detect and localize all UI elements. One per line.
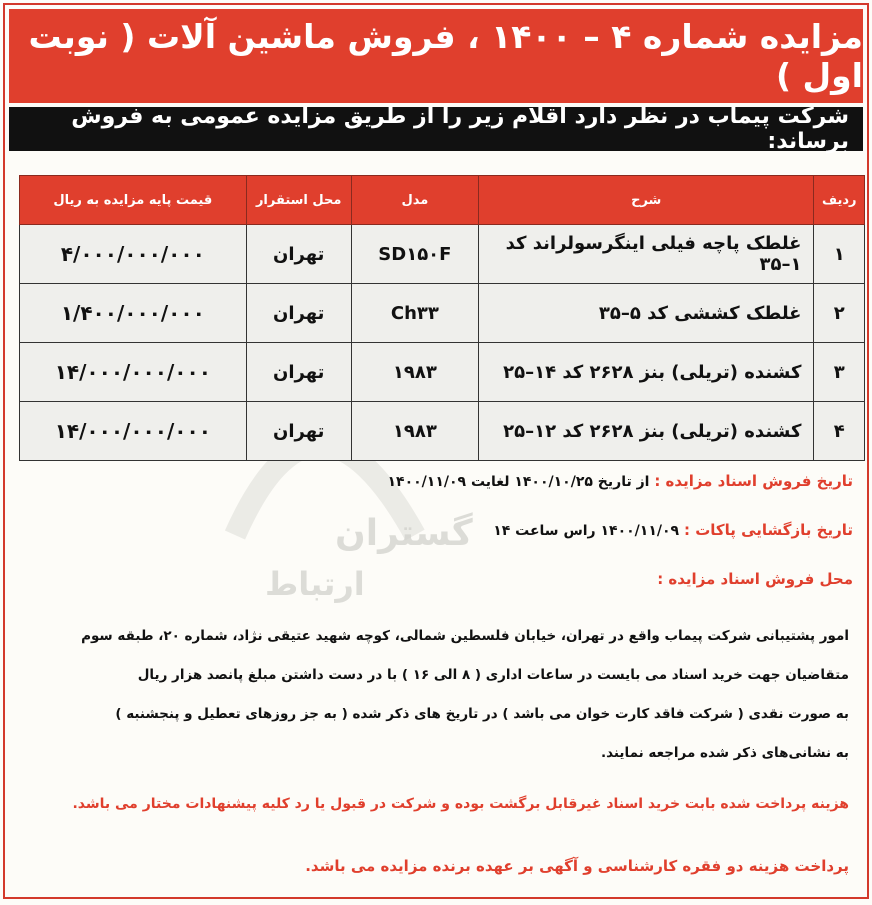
watermark-text-2: ارتباط	[265, 565, 365, 603]
cell-location: تهران	[246, 343, 351, 402]
location-line	[25, 570, 853, 588]
cell-description: کشنده (تریلی) بنز ۲۶۲۸ کد ۱۲–۲۵	[478, 402, 814, 461]
cell-index: ۲	[814, 284, 865, 343]
paragraph-line: به نشانی‌های ذکر شده مراجعه نمایند.	[601, 745, 849, 761]
cell-description: کشنده (تریلی) بنز ۲۶۲۸ کد ۱۴–۲۵	[478, 343, 814, 402]
cell-location: تهران	[246, 284, 351, 343]
subtitle-banner: شرکت پیماب در نظر دارد اقلام زیر را از طریق مزایده عمومی به فروش برساند:	[9, 107, 863, 151]
page-title: مزایده شماره ۴ – ۱۴۰۰ ، فروش ماشین آلات ( نوبت اول )	[9, 9, 863, 103]
opening-date-value: ۱۴۰۰/۱۱/۰۹ راس ساعت ۱۴	[493, 523, 680, 539]
location-label: محل فروش اسناد مزایده :	[657, 570, 853, 588]
cell-price: ۴/۰۰۰/۰۰۰/۰۰۰	[20, 225, 247, 284]
cell-location: تهران	[246, 225, 351, 284]
note-fees: پرداخت هزینه دو فقره کارشناسی و آگهی بر عهده برنده مزایده می باشد.	[305, 857, 849, 875]
cell-price: ۱/۴۰۰/۰۰۰/۰۰۰	[20, 284, 247, 343]
opening-date-line	[25, 521, 853, 539]
table-row	[20, 284, 865, 343]
col-header-location: محل استقرار	[246, 176, 351, 225]
cell-index: ۱	[814, 225, 865, 284]
paragraph-line: امور پشتیبانی شرکت پیماب واقع در تهران، خیابان فلسطین شمالی، کوچه شهید عتیقی نژاد، شماره ۲۰، طبقه سوم	[81, 628, 849, 644]
cell-index: ۴	[814, 402, 865, 461]
cell-model: Ch۳۳	[351, 284, 478, 343]
note-nonrefundable: هزینه پرداخت شده بابت خرید اسناد غیرقابل برگشت بوده و شرکت در قبول یا رد کلیه پیشنهادات مختار می باشد.	[72, 796, 849, 812]
cell-index: ۳	[814, 343, 865, 402]
col-header-index: ردیف	[814, 176, 865, 225]
table-header-row	[20, 176, 865, 225]
cell-location: تهران	[246, 402, 351, 461]
paragraph-line: به صورت نقدی ( شرکت فاقد کارت خوان می باشد ) در تاریخ های ذکر شده ( به جز روزهای تعطیل و پنجشنبه )	[115, 706, 849, 722]
cell-model: ۱۹۸۳	[351, 402, 478, 461]
ad-page	[3, 3, 869, 899]
col-header-price: قیمت پایه مزایده به ریال	[20, 176, 247, 225]
table-row	[20, 402, 865, 461]
table-row	[20, 225, 865, 284]
cell-price: ۱۴/۰۰۰/۰۰۰/۰۰۰	[20, 402, 247, 461]
col-header-description: شرح	[478, 176, 814, 225]
cell-model: ۱۹۸۳	[351, 343, 478, 402]
details-paragraph	[25, 617, 849, 773]
sale-date-label: تاریخ فروش اسناد مزایده :	[654, 472, 853, 490]
items-table	[19, 175, 865, 461]
watermark-text-1: گستران	[335, 513, 473, 554]
cell-model: SD۱۵۰F	[351, 225, 478, 284]
col-header-model: مدل	[351, 176, 478, 225]
sale-date-value: از تاریخ ۱۴۰۰/۱۰/۲۵ لغایت ۱۴۰۰/۱۱/۰۹	[387, 474, 650, 490]
cell-price: ۱۴/۰۰۰/۰۰۰/۰۰۰	[20, 343, 247, 402]
paragraph-line: متقاضیان جهت خرید اسناد می بایست در ساعات اداری ( ۸ الی ۱۶ ) با در دست داشتن مبلغ پانصد هزار ریال	[137, 667, 849, 683]
cell-description: غلطک پاچه فیلی اینگرسولراند کد ۱–۳۵	[478, 225, 814, 284]
table-row	[20, 343, 865, 402]
cell-description: غلطک کششی کد ۵–۳۵	[478, 284, 814, 343]
opening-date-label: تاریخ بازگشایی پاکات :	[683, 521, 853, 539]
sale-date-line	[25, 472, 853, 490]
